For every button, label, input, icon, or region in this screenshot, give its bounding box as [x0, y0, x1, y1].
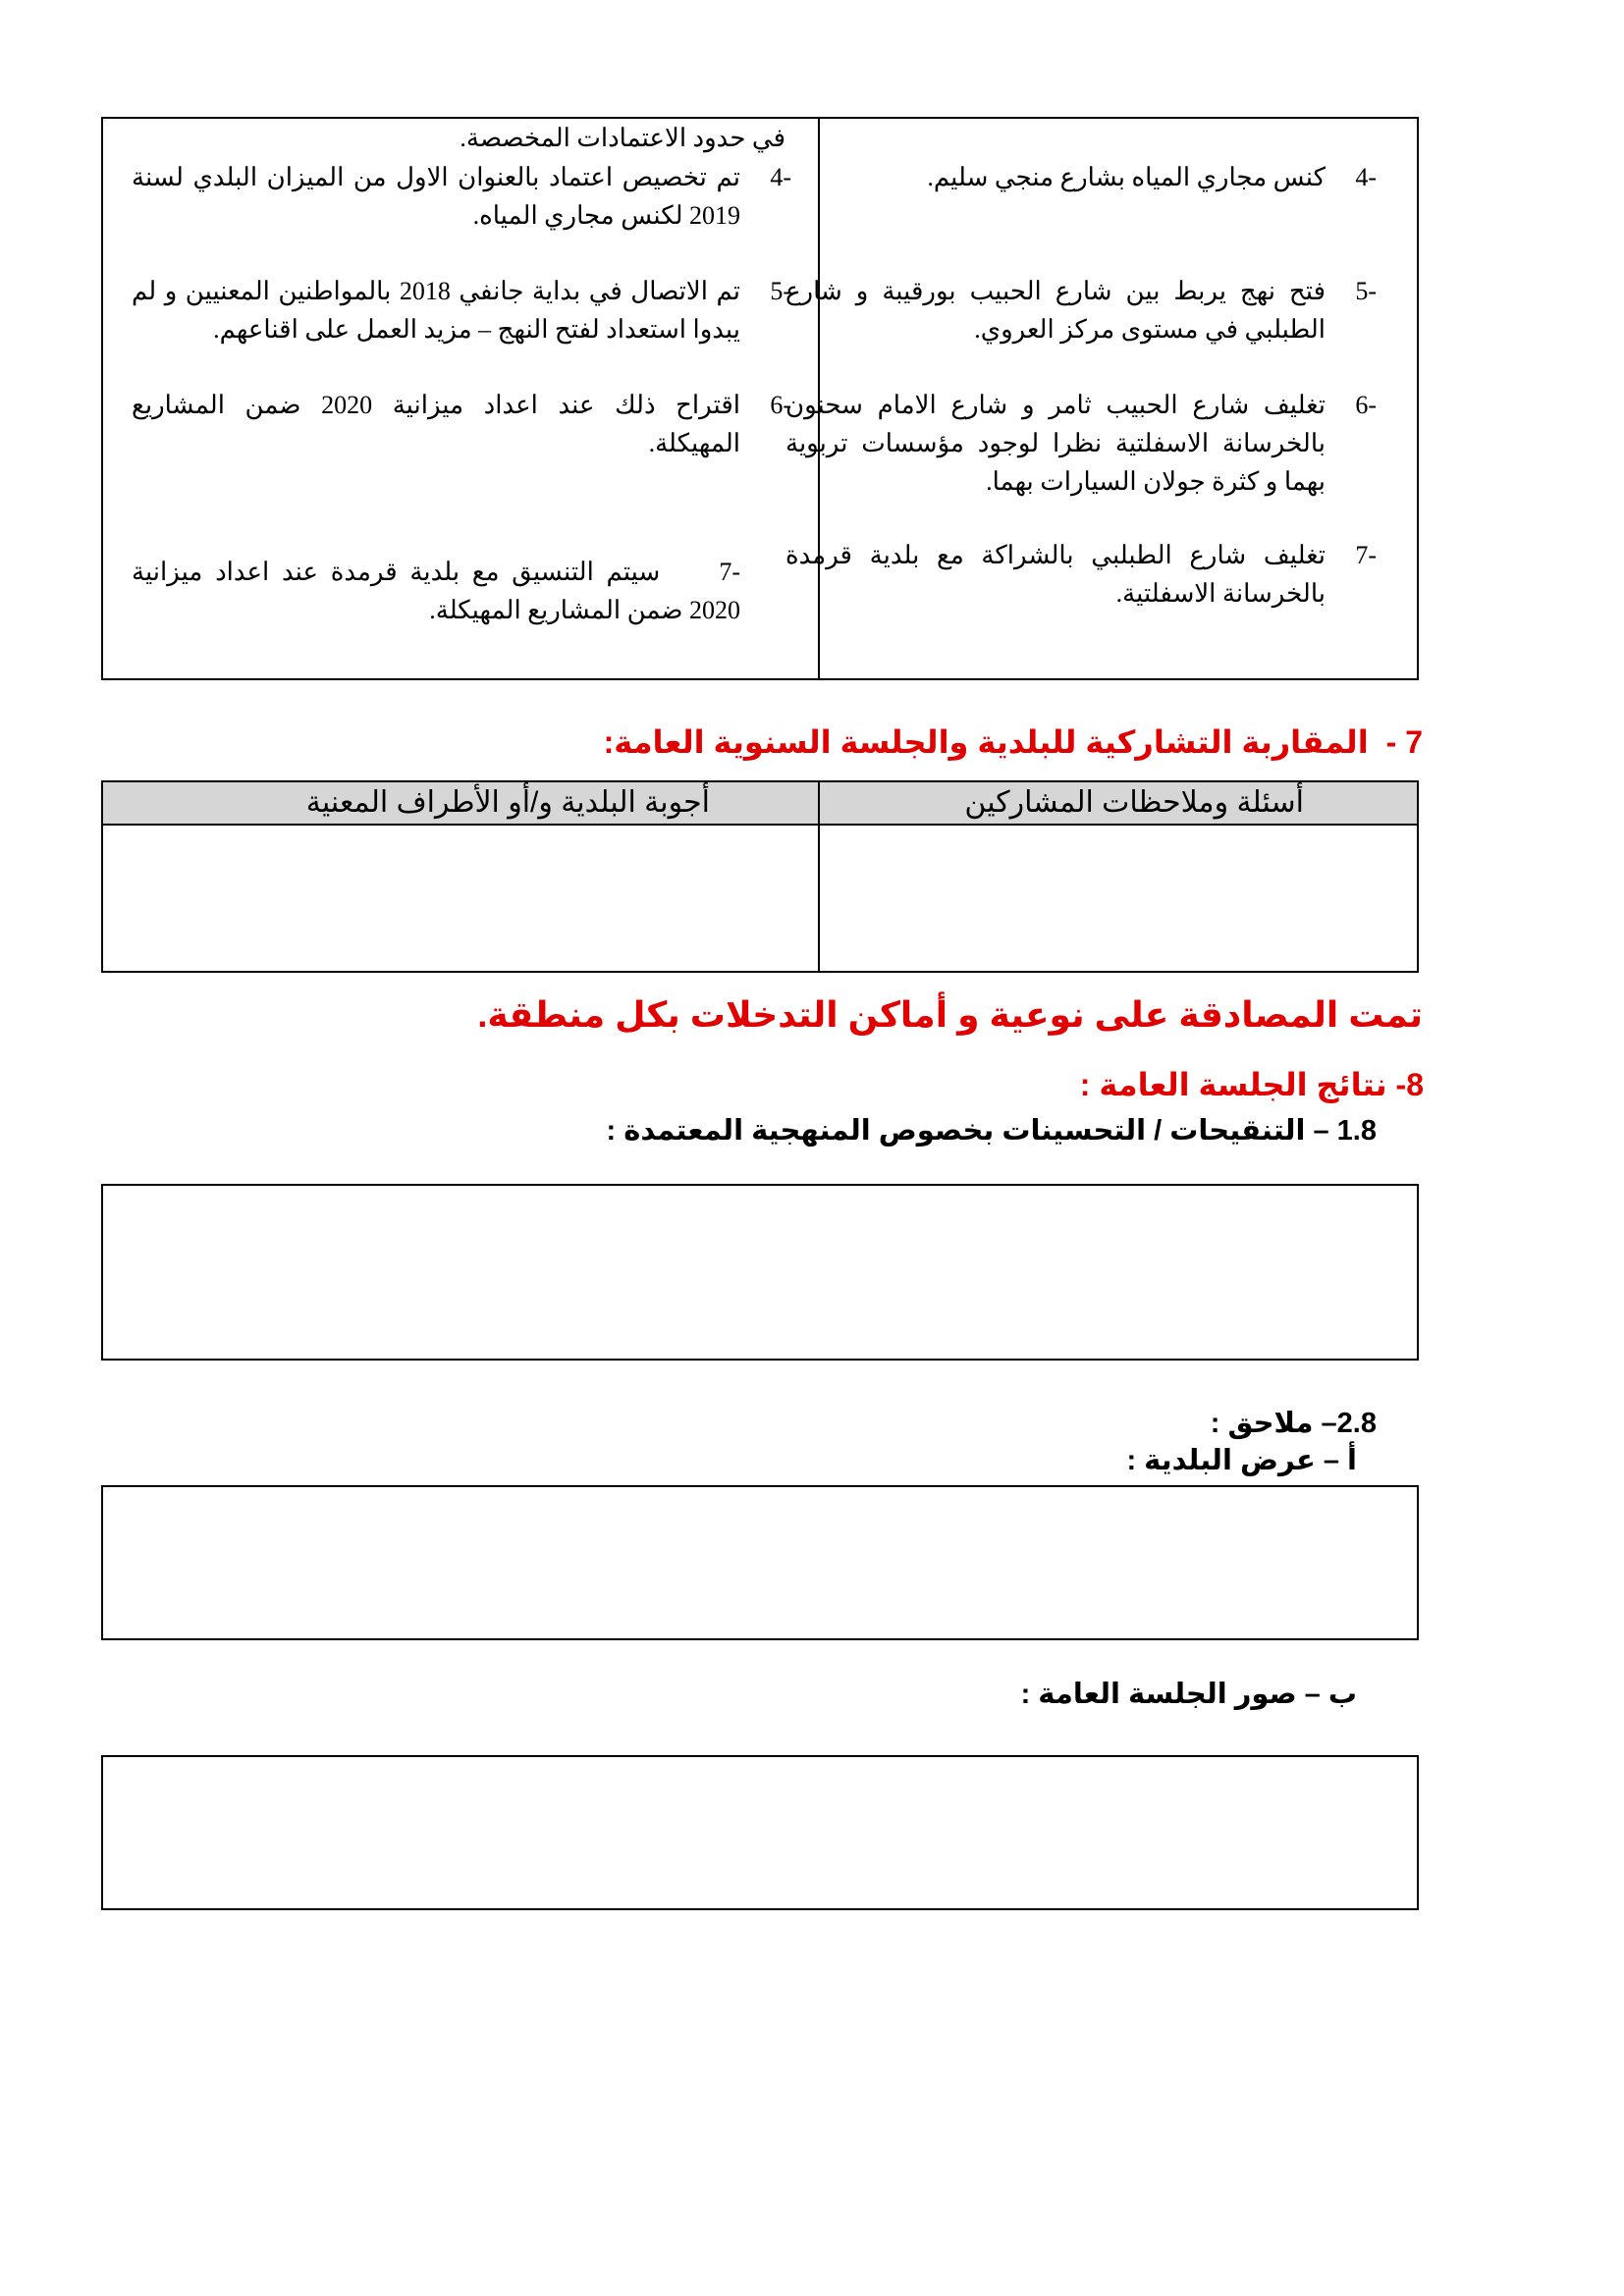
item-text: فتح نهج يربط بين شارع الحبيب بورقيبة و شارع الطبلبي في مستوى مركز العروي. [785, 277, 1326, 344]
approval-note: تمت المصادقة على نوعية و أماكن التدخلات بكل منطقة. [477, 994, 1423, 1035]
proposal-item-5 [785, 272, 1377, 348]
subsection-8-2a-heading: أ – عرض البلدية : [1126, 1445, 1357, 1476]
item-text: تغليف شارع الطبلبي بالشراكة مع بلدية قرمدة بالخرسانة الاسفلتية. [785, 541, 1326, 608]
item-number: 6- [1355, 391, 1377, 419]
item-text: تم الاتصال في بداية جانفي 2018 بالمواطنين المعنيين و لم يبدوا استعداد لفتح النهج – مزيد العمل على اقناعهم. [132, 277, 741, 344]
participation-table [101, 780, 1419, 973]
subsection-8-1-box [101, 1184, 1419, 1361]
item-number: 4- [770, 163, 791, 191]
response-continuation [147, 119, 785, 157]
section-7-number: 7 - [1385, 724, 1423, 760]
header-participant-questions: أسئلة وملاحظات المشاركين [964, 786, 1304, 819]
response-item-7 [132, 553, 740, 629]
response-item-5 [132, 272, 791, 348]
section-7-heading [146, 722, 1423, 762]
item-number: 7- [1355, 541, 1377, 569]
municipality-presentation-box [101, 1485, 1419, 1640]
item-text: في حدود الاعتمادات المخصصة. [460, 124, 785, 152]
proposal-item-4 [785, 158, 1377, 196]
subsection-8-2b-heading: ب – صور الجلسة العامة : [1020, 1679, 1357, 1710]
measures-table [101, 117, 1419, 680]
response-item-6 [132, 386, 791, 462]
item-text: اقتراح ذلك عند اعداد ميزانية 2020 ضمن المشاريع المهيكلة. [132, 391, 741, 457]
section-7-title: المقاربة التشاركية للبلدية والجلسة السنوية العامة: [603, 724, 1369, 760]
item-text: تغليف شارع الحبيب ثامر و شارع الامام سحنون بالخرسانة الاسفلتية نظرا لوجود مؤسسات تربوية بهما و كثرة جولان السيارات بهما. [785, 391, 1326, 496]
item-text: سيتم التنسيق مع بلدية قرمدة عند اعداد ميزانية 2020 ضمن المشاريع المهيكلة. [132, 558, 740, 624]
section-8-heading: 8- نتائج الجلسة العامة : [1079, 1067, 1424, 1102]
response-item-4 [132, 158, 791, 235]
session-photos-box [101, 1755, 1419, 1910]
item-number: 4- [1355, 163, 1377, 191]
subsection-8-2-heading: 2.8– ملاحق : [1210, 1408, 1377, 1439]
item-number: 7- [719, 558, 740, 586]
item-number: 5- [1355, 277, 1377, 305]
proposal-item-6 [785, 386, 1377, 501]
item-text: كنس مجاري المياه بشارع منجي سليم. [927, 163, 1326, 191]
proposal-item-7 [785, 536, 1377, 613]
item-number: 5- [770, 277, 791, 305]
item-text: تم تخصيص اعتماد بالعنوان الاول من الميزان البلدي لسنة 2019 لكنس مجاري المياه. [132, 163, 740, 230]
item-number: 6- [770, 391, 791, 419]
header-municipality-answers: أجوبة البلدية و/أو الأطراف المعنية [305, 786, 710, 819]
subsection-8-1-heading: 1.8 – التنقيحات / التحسينات بخصوص المنهجية المعتمدة : [606, 1115, 1377, 1147]
